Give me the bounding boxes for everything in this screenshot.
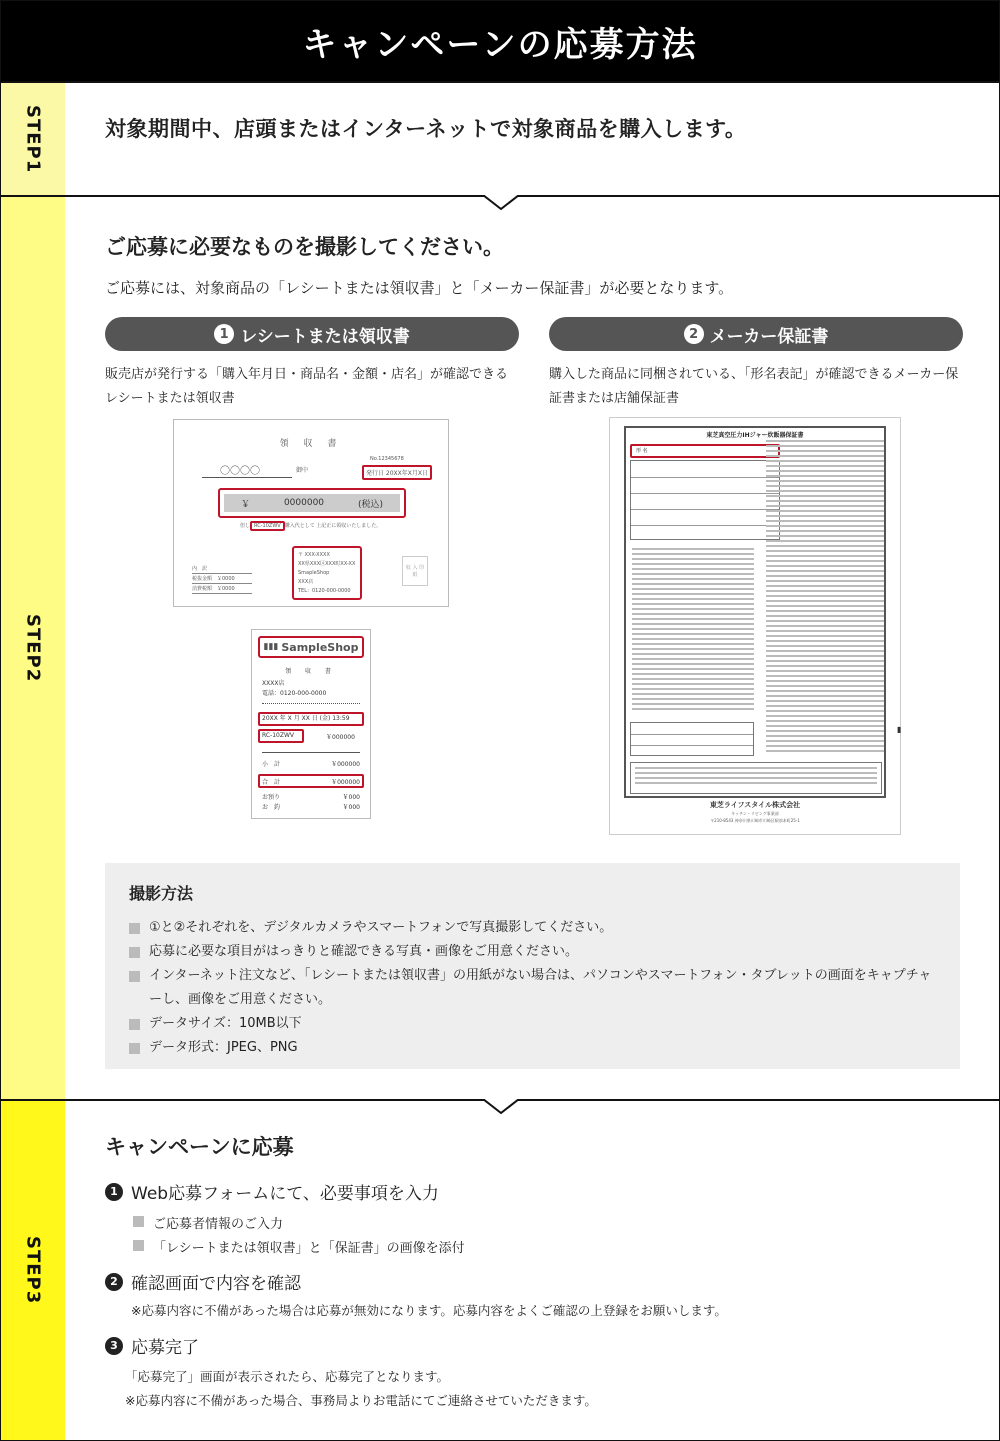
receipt-breakdown-row: 内 訳 bbox=[192, 564, 252, 574]
warranty-heading-label: メーカー保証書 bbox=[709, 326, 829, 347]
warranty-note-box bbox=[630, 762, 882, 794]
warranty-address: 〒210-8543 神奈川県川崎市川崎区駅前本町25-1 bbox=[710, 818, 800, 823]
register-row-key: 合 計 bbox=[262, 779, 281, 786]
warranty-division: キッチン・リビング事業部 bbox=[731, 811, 779, 816]
barcode-logo-icon: ▮▮▮ bbox=[263, 642, 279, 652]
register-row-value: ￥000000 bbox=[331, 779, 360, 786]
receipt-heading bbox=[105, 317, 519, 351]
step1-tab bbox=[1, 83, 65, 195]
divider bbox=[262, 703, 360, 704]
receipt-date-highlight: 発行日 20XX年X月X日 bbox=[362, 465, 432, 480]
warranty-customer-grid bbox=[630, 460, 780, 540]
receipt-currency: ￥ bbox=[240, 499, 250, 510]
step3-item-1-label: Web応募フォームにて、必要事項を入力 bbox=[131, 1184, 439, 1204]
list-item: データサイズ：10MB以下 bbox=[129, 1012, 936, 1036]
step2-tab bbox=[1, 197, 65, 1099]
receipt-breakdown-row: 消費税額 ￥0000 bbox=[192, 584, 252, 594]
list-item: データ形式：JPEG、PNG bbox=[129, 1036, 936, 1060]
shooting-method-list bbox=[129, 916, 936, 1060]
list-item: インターネット注文など、「レシートまたは領収書」の用紙がない場合は、パソコンやスマートフォン・タブレットの画面をキャプチャーし、画像をご用意ください。 bbox=[129, 964, 936, 1012]
register-row-value: ￥000 bbox=[342, 804, 360, 811]
step3-item-2 bbox=[105, 1269, 301, 1294]
warranty-title: 東芝真空圧力IHジャー炊飯器保証書 bbox=[706, 432, 804, 439]
shop-name: SampleShop bbox=[281, 640, 359, 654]
receipt-tax-note: (税込) bbox=[357, 499, 384, 510]
register-row bbox=[262, 802, 360, 811]
step2-label: STEP2 bbox=[22, 613, 44, 683]
list-item: ①と②それぞれを、デジタルカメラやスマートフォンで写真撮影してください。 bbox=[129, 916, 936, 940]
step2-section bbox=[1, 195, 999, 1099]
step1-text: 対象期間中、店頭またはインターネットで対象商品を購入します。 bbox=[105, 117, 747, 141]
page-header bbox=[1, 1, 999, 81]
number-2-icon: 2 bbox=[105, 1273, 123, 1291]
warranty-frame bbox=[624, 426, 886, 798]
step3-subitem: 「レシートまたは領収書」と「保証書」の画像を添付 bbox=[133, 1237, 465, 1256]
register-tel: 電話：0120-000-0000 bbox=[262, 690, 327, 697]
number-1-icon: 1 bbox=[105, 1183, 123, 1201]
step1-section bbox=[1, 81, 999, 195]
warranty-description: 購入した商品に同梱されている、「形名表記」が確認できるメーカー保証書または店舗保証書 bbox=[549, 367, 959, 406]
step3-item-3-note: ※応募内容に不備があった場合、事務局よりお電話にてご連絡させていただきます。 bbox=[125, 1393, 597, 1408]
register-receipt-title: 領 収 書 bbox=[285, 668, 337, 675]
receipt-proviso-suffix: 購入代として 上記正に領収いたしました。 bbox=[284, 523, 382, 529]
receipt-description: 販売店が発行する「購入年月日・商品名・金額・店名」が確認できるレシートまたは領収書 bbox=[105, 367, 509, 406]
number-1-icon: 1 bbox=[214, 324, 234, 344]
step3-section bbox=[1, 1099, 999, 1440]
store-address-line: TEL：0120-000-0000 bbox=[298, 588, 351, 594]
number-2-icon: 2 bbox=[684, 324, 704, 344]
step2-description: ご応募には、対象商品の「レシートまたは領収書」と「メーカー保証書」が必要となります。 bbox=[105, 279, 734, 297]
register-row bbox=[262, 777, 360, 786]
warranty-terms-left bbox=[632, 548, 754, 713]
step3-item-1 bbox=[105, 1179, 439, 1204]
register-row bbox=[262, 792, 360, 801]
shooting-method-box bbox=[105, 863, 960, 1069]
receipt-heading-label: レシートまたは領収書 bbox=[240, 326, 410, 347]
receipt-amount: 0000000 bbox=[283, 498, 325, 508]
revenue-stamp-box: 収 入 印 紙 bbox=[402, 556, 428, 586]
warranty-company: 東芝ライフスタイル株式会社 bbox=[709, 801, 801, 809]
receipt-amount-highlight bbox=[218, 488, 406, 518]
register-store: XXXX店 bbox=[262, 680, 285, 687]
shop-logo-highlight bbox=[258, 636, 364, 658]
page-title: キャンペーンの応募方法 bbox=[302, 24, 698, 65]
register-row-key: お 釣 bbox=[262, 804, 281, 811]
register-date-highlight: 20XX 年 X 月 XX 日 (金) 13:59 bbox=[258, 712, 364, 726]
receipt-proviso-prefix: 但し bbox=[240, 523, 251, 529]
cut-mark-icon: ▮ bbox=[897, 725, 902, 734]
step1-label: STEP1 bbox=[22, 104, 44, 174]
receipt-sample-register bbox=[251, 629, 371, 819]
store-address-line: 〒 XXX-XXXX bbox=[298, 552, 330, 558]
warranty-heading bbox=[549, 317, 963, 351]
warranty-terms-right bbox=[766, 440, 884, 755]
step3-item-3-label: 応募完了 bbox=[131, 1338, 199, 1358]
step2-title: ご応募に必要なものを撮影してください。 bbox=[105, 235, 504, 259]
register-row-value: ￥000000 bbox=[331, 761, 360, 768]
receipt-model-highlight: RC-10ZWV bbox=[250, 521, 285, 531]
receipt-honorific: 御中 bbox=[296, 467, 309, 474]
step3-label: STEP3 bbox=[22, 1236, 44, 1305]
step3-tab bbox=[1, 1101, 65, 1440]
step3-item-3 bbox=[105, 1333, 199, 1358]
shooting-method-title: 撮影方法 bbox=[129, 884, 194, 903]
receipt-proviso bbox=[240, 522, 381, 529]
warranty-model-highlight: 形 名 bbox=[630, 444, 780, 458]
divider bbox=[262, 752, 360, 753]
store-address-line: SmapleShop bbox=[298, 570, 330, 576]
register-model-highlight: RC-10ZWV bbox=[258, 729, 304, 743]
receipt-store-highlight bbox=[292, 546, 362, 600]
register-row bbox=[262, 759, 360, 768]
register-model-price: ￥000000 bbox=[326, 734, 355, 741]
step3-item-2-note: ※応募内容に不備があった場合は応募が無効になります。応募内容をよくご確認の上登録をお願いします。 bbox=[131, 1303, 727, 1318]
receipt-sample-a4 bbox=[173, 419, 449, 607]
step3-subitem: ご応募者情報のご入力 bbox=[133, 1213, 283, 1232]
register-row-key: お預り bbox=[262, 794, 281, 801]
step3-title: キャンペーンに応募 bbox=[105, 1135, 294, 1159]
step3-item-3-note: 「応募完了」画面が表示されたら、応募完了となります。 bbox=[125, 1369, 450, 1384]
receipt-customer-name: 〇〇〇〇 bbox=[202, 462, 292, 478]
receipt-breakdown-row: 税抜金額 ￥0000 bbox=[192, 574, 252, 584]
receipt-title: 領 収 書 bbox=[279, 439, 343, 449]
receipt-breakdown bbox=[192, 564, 252, 594]
number-3-icon: 3 bbox=[105, 1337, 123, 1355]
register-row-value: ￥000 bbox=[342, 794, 360, 801]
register-row-key: 小 計 bbox=[262, 761, 281, 768]
step3-item-2-label: 確認画面で内容を確認 bbox=[131, 1274, 301, 1294]
store-address-line: XXX店 bbox=[298, 579, 314, 585]
warranty-sample bbox=[609, 417, 901, 835]
warranty-repair-table bbox=[630, 722, 754, 756]
store-address-line: XX県XXX区XXX町XX-XX bbox=[298, 561, 356, 567]
list-item: 応募に必要な項目がはっきりと確認できる写真・画像をご用意ください。 bbox=[129, 940, 936, 964]
receipt-number: No.12345678 bbox=[370, 456, 404, 462]
